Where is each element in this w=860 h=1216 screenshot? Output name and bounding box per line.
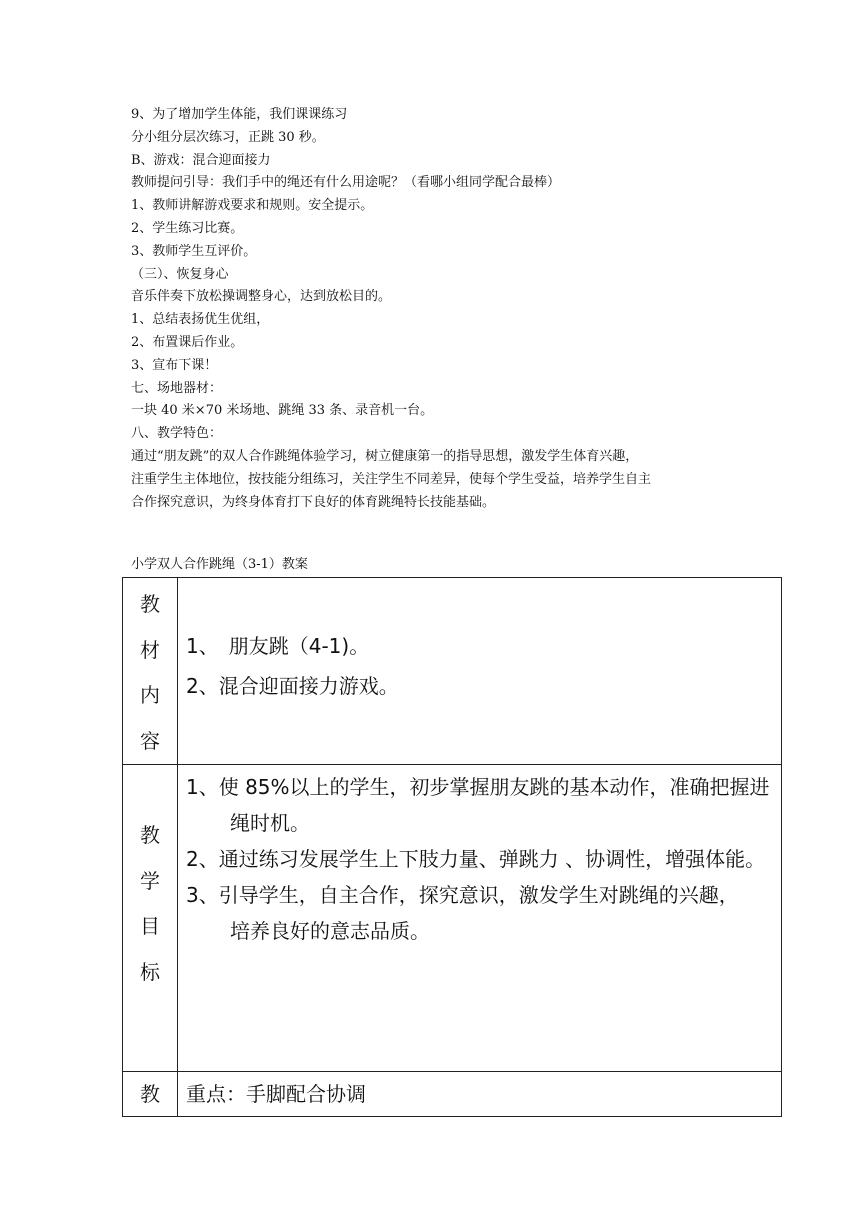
body-line: 一块 40 米×70 米场地、跳绳 33 条、录音机一台。 (131, 403, 434, 419)
label-char: 教 (140, 1082, 160, 1106)
row-label-cell (123, 578, 178, 765)
section-heading: （三）、恢复身心 (131, 266, 229, 282)
content-line: 1、使 85%以上的学生，初步掌握朋友跳的基本动作，准确把握进 (186, 775, 770, 799)
body-line: 3、教师学生互评价。 (131, 243, 257, 259)
section-heading: 七、场地器材： (131, 380, 223, 396)
content-line: 1、 朋友跳（4-1)。 (186, 634, 370, 658)
content-line: 培养良好的意志品质。 (230, 919, 430, 943)
lesson-plan-table (122, 577, 782, 1117)
material-content (178, 578, 781, 706)
feature-line: 通过“朋友跳”的双人合作跳绳体验学习，树立健康第一的指导思想，激发学生体育兴趣， (131, 448, 639, 464)
row-label-objectives (123, 765, 177, 995)
objectives-content (178, 765, 781, 949)
row-label-key-points (123, 1072, 177, 1116)
row-label-cell (123, 1072, 178, 1117)
label-char: 教 (140, 592, 160, 616)
section-heading: 八、教学特色： (131, 426, 223, 442)
content-line: 绳时机。 (230, 811, 310, 835)
label-char: 材 (140, 637, 160, 662)
label-char: 标 (140, 959, 160, 984)
content-line: 重点：手脚配合协调 (186, 1082, 366, 1106)
key-points-content (178, 1072, 781, 1116)
feature-line: 注重学生主体地位，按技能分组练习，关注学生不同差异，使每个学生受益，培养学生自主 (131, 471, 652, 487)
body-line: 9、为了增加学生体能，我们课课练习 (131, 107, 348, 122)
row-label-material (123, 578, 177, 764)
body-line: 分小组分层次练习，正跳 30 秒。 (131, 129, 325, 145)
content-line: 2、混合迎面接力游戏。 (186, 674, 399, 698)
document-body (131, 104, 771, 514)
content-line: 3、引导学生，自主合作，探究意识，激发学生对跳绳的兴趣， (186, 883, 739, 907)
content-line: 2、通过练习发展学生上下肢力量、弹跳力 、协调性，增强体能。 (186, 847, 766, 871)
body-line: B、游戏：混合迎面接力 (131, 152, 271, 168)
label-char: 目 (140, 914, 160, 938)
body-line: 2、学生练习比赛。 (131, 220, 244, 236)
table-row (123, 765, 782, 1072)
row-content-cell (178, 1072, 782, 1117)
body-line: 教师提问引导：我们手中的绳还有什么用途呢？（看哪小组同学配合最棒） (131, 175, 561, 191)
feature-line: 合作探究意识，为终身体育打下良好的体育跳绳特长技能基础。 (131, 494, 496, 510)
body-line: 2、布置课后作业。 (131, 334, 244, 350)
body-line: 音乐伴奏下放松操调整身心，达到放松目的。 (131, 289, 392, 305)
body-line: 3、宣布下课！ (131, 357, 218, 373)
body-line: 1、总结表扬优生优组， (131, 312, 270, 328)
row-label-cell (123, 765, 178, 1072)
table-caption: 小学双人合作跳绳（3-1）教案 (131, 557, 308, 572)
label-char: 容 (140, 728, 160, 753)
label-char: 学 (140, 868, 160, 893)
table-row (123, 1072, 782, 1117)
table-row (123, 578, 782, 765)
row-content-cell (178, 578, 782, 765)
label-char: 教 (140, 823, 160, 847)
label-char: 内 (140, 683, 160, 707)
body-line: 1、教师讲解游戏要求和规则。安全提示。 (131, 198, 374, 214)
row-content-cell (178, 765, 782, 1072)
